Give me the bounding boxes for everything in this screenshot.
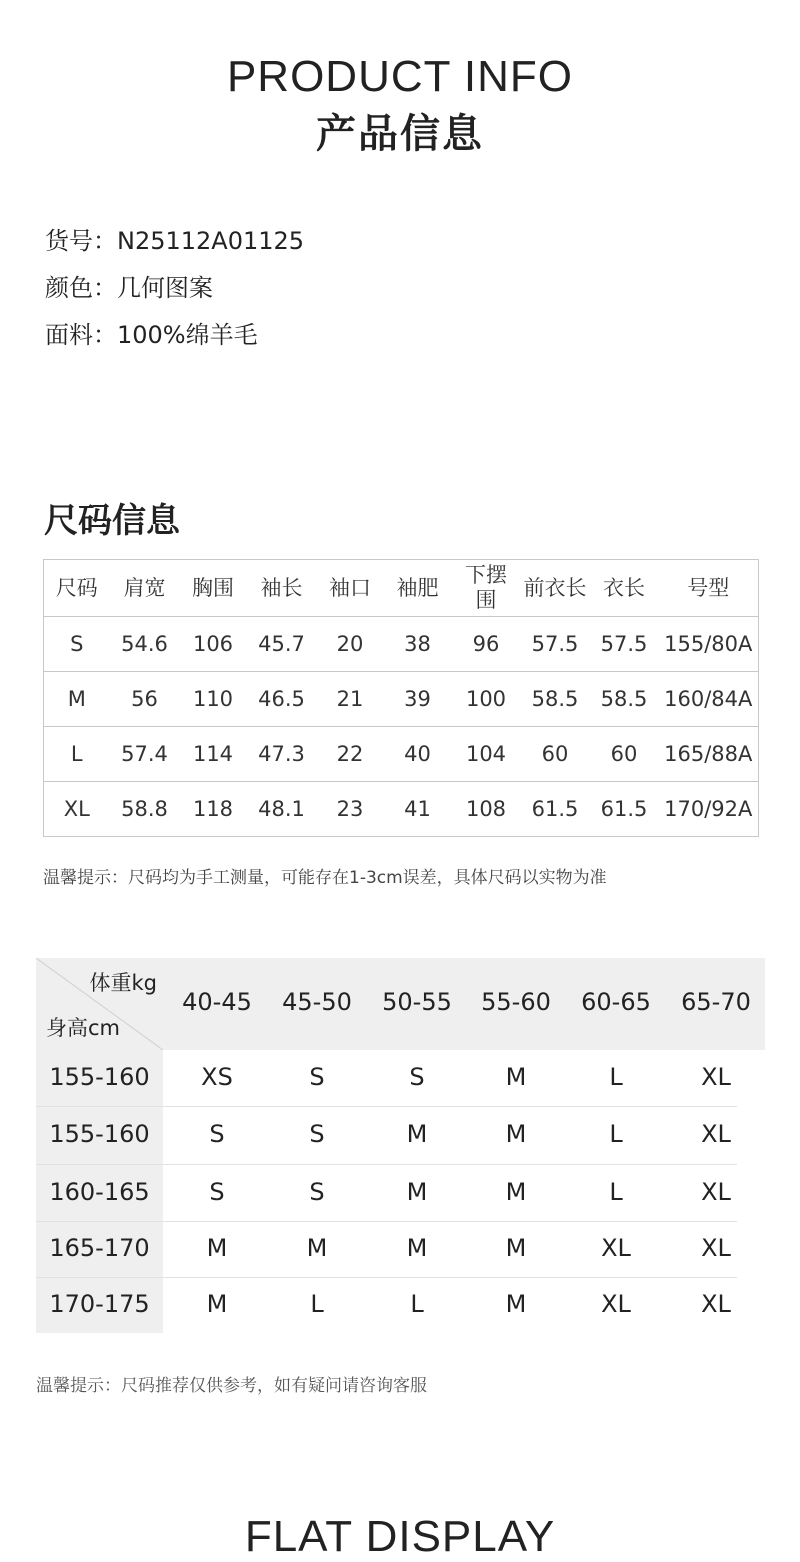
recommendation-row [36, 1277, 737, 1333]
column-header: 尺码 [44, 560, 110, 617]
table-cell: 110 [180, 672, 247, 727]
table-cell: 60 [521, 727, 590, 782]
column-header: 肩宽 [110, 560, 180, 617]
weight-column-header: 55-60 [481, 988, 551, 1016]
table-cell: 46.5 [247, 672, 317, 727]
recommended-size-cell: XS [201, 1063, 233, 1091]
recommended-size-cell: M [505, 1290, 527, 1318]
weight-column-header: 45-50 [282, 988, 352, 1016]
weight-axis-label: 体重kg [89, 971, 157, 995]
recommended-size-cell: L [310, 1290, 324, 1318]
height-range-label: 160-165 [49, 1177, 150, 1206]
recommended-size-cell: XL [601, 1290, 631, 1318]
height-range-label: 155-160 [49, 1063, 150, 1091]
table-row [44, 727, 759, 782]
recommended-size-cell: S [209, 1120, 225, 1148]
fabric-row [45, 312, 304, 359]
table-cell: 57.5 [590, 617, 659, 672]
table-cell: 58.5 [590, 672, 659, 727]
table-cell: 48.1 [247, 782, 317, 837]
color-label: 颜色： [45, 274, 117, 302]
weight-column-header: 40-45 [182, 988, 252, 1016]
column-header: 前衣长 [521, 560, 590, 617]
recommended-size-cell: S [309, 1177, 325, 1206]
recommended-size-cell: XL [701, 1290, 731, 1318]
size-note: 温馨提示：尺码均为手工测量，可能存在1-3cm误差，具体尺码以实物为准 [43, 868, 607, 888]
recommended-size-cell: M [206, 1290, 228, 1318]
recommended-size-cell: XL [701, 1234, 731, 1262]
height-range-label: 165-170 [49, 1234, 150, 1262]
recommended-size-cell: M [505, 1120, 527, 1148]
recommended-size-cell: S [309, 1120, 325, 1148]
item-number-label: 货号： [45, 227, 117, 255]
table-cell: 170/92A [659, 782, 759, 837]
recommended-size-cell: L [609, 1120, 623, 1148]
table-row [44, 617, 759, 672]
recommended-size-cell: XL [701, 1063, 731, 1091]
column-header [452, 560, 521, 617]
recommended-size-cell: S [209, 1177, 225, 1206]
table-cell: 96 [452, 617, 521, 672]
height-axis-label: 身高cm [46, 1016, 121, 1040]
table-cell: 23 [317, 782, 384, 837]
table-cell: XL [44, 782, 110, 837]
table-cell: 56 [110, 672, 180, 727]
column-header-label: 下摆围 [465, 563, 507, 612]
recommendation-row [36, 1164, 737, 1222]
recommended-size-cell: L [609, 1177, 623, 1206]
height-range-label: 155-160 [49, 1120, 150, 1148]
table-cell: 155/80A [659, 617, 759, 672]
table-row [44, 672, 759, 727]
table-cell: S [44, 617, 110, 672]
table-cell: 58.8 [110, 782, 180, 837]
table-cell: M [44, 672, 110, 727]
recommended-size-cell: M [406, 1120, 428, 1148]
recommendation-row [36, 1221, 737, 1278]
table-cell: 41 [384, 782, 452, 837]
height-range-label: 170-175 [49, 1290, 150, 1318]
weight-column-header: 50-55 [382, 988, 452, 1016]
color-row [45, 265, 304, 312]
table-cell: 45.7 [247, 617, 317, 672]
table-cell: 57.5 [521, 617, 590, 672]
table-cell: 160/84A [659, 672, 759, 727]
fabric-value: 100%绵羊毛 [117, 321, 258, 349]
recommended-size-cell: M [505, 1063, 527, 1091]
recommendation-note: 温馨提示：尺码推荐仅供参考，如有疑问请咨询客服 [36, 1376, 427, 1396]
column-header: 袖长 [247, 560, 317, 617]
size-table-header [44, 560, 759, 617]
color-value: 几何图案 [117, 274, 213, 302]
table-cell: 114 [180, 727, 247, 782]
column-header: 袖肥 [384, 560, 452, 617]
table-cell: 38 [384, 617, 452, 672]
column-header: 袖口 [317, 560, 384, 617]
table-cell: 40 [384, 727, 452, 782]
recommended-size-cell: M [206, 1234, 228, 1262]
recommended-size-cell: M [505, 1177, 527, 1206]
table-cell: 20 [317, 617, 384, 672]
table-cell: 165/88A [659, 727, 759, 782]
table-cell: 100 [452, 672, 521, 727]
product-info-list [45, 218, 304, 359]
recommended-size-cell: M [406, 1234, 428, 1262]
table-cell: 106 [180, 617, 247, 672]
size-table [43, 559, 759, 837]
flat-display-title: FLAT DISPLAY [244, 1512, 556, 1561]
table-row [44, 782, 759, 837]
table-cell: 108 [452, 782, 521, 837]
recommended-size-cell: M [406, 1177, 428, 1206]
table-cell: 21 [317, 672, 384, 727]
weight-column-header: 60-65 [581, 988, 651, 1016]
table-cell: 47.3 [247, 727, 317, 782]
title-chinese: 产品信息 [316, 111, 484, 157]
title-english: PRODUCT INFO [226, 52, 574, 101]
item-number-value: N25112A01125 [117, 227, 305, 255]
table-cell: 104 [452, 727, 521, 782]
recommended-size-cell: XL [601, 1234, 631, 1262]
recommendation-corner-cell [36, 958, 163, 1050]
table-cell: 58.5 [521, 672, 590, 727]
recommended-size-cell: XL [701, 1177, 731, 1206]
item-number-row [45, 218, 304, 265]
recommended-size-cell: S [309, 1063, 325, 1091]
fabric-label: 面料： [45, 321, 117, 349]
table-cell: 22 [317, 727, 384, 782]
table-cell: 54.6 [110, 617, 180, 672]
recommended-size-cell: XL [701, 1120, 731, 1148]
size-section-title: 尺码信息 [44, 501, 180, 541]
column-header: 衣长 [590, 560, 659, 617]
weight-column-header: 65-70 [681, 988, 751, 1016]
table-cell: 61.5 [590, 782, 659, 837]
table-cell: 118 [180, 782, 247, 837]
recommended-size-cell: L [410, 1290, 424, 1318]
recommended-size-cell: L [609, 1063, 623, 1091]
recommendation-row [36, 1050, 737, 1107]
table-cell: L [44, 727, 110, 782]
table-cell: 61.5 [521, 782, 590, 837]
recommended-size-cell: S [409, 1063, 425, 1091]
recommendation-row [36, 1106, 737, 1165]
column-header: 号型 [659, 560, 759, 617]
recommended-size-cell: M [505, 1234, 527, 1262]
recommended-size-cell: M [306, 1234, 328, 1262]
table-cell: 57.4 [110, 727, 180, 782]
table-cell: 60 [590, 727, 659, 782]
table-cell: 39 [384, 672, 452, 727]
column-header: 胸围 [180, 560, 247, 617]
